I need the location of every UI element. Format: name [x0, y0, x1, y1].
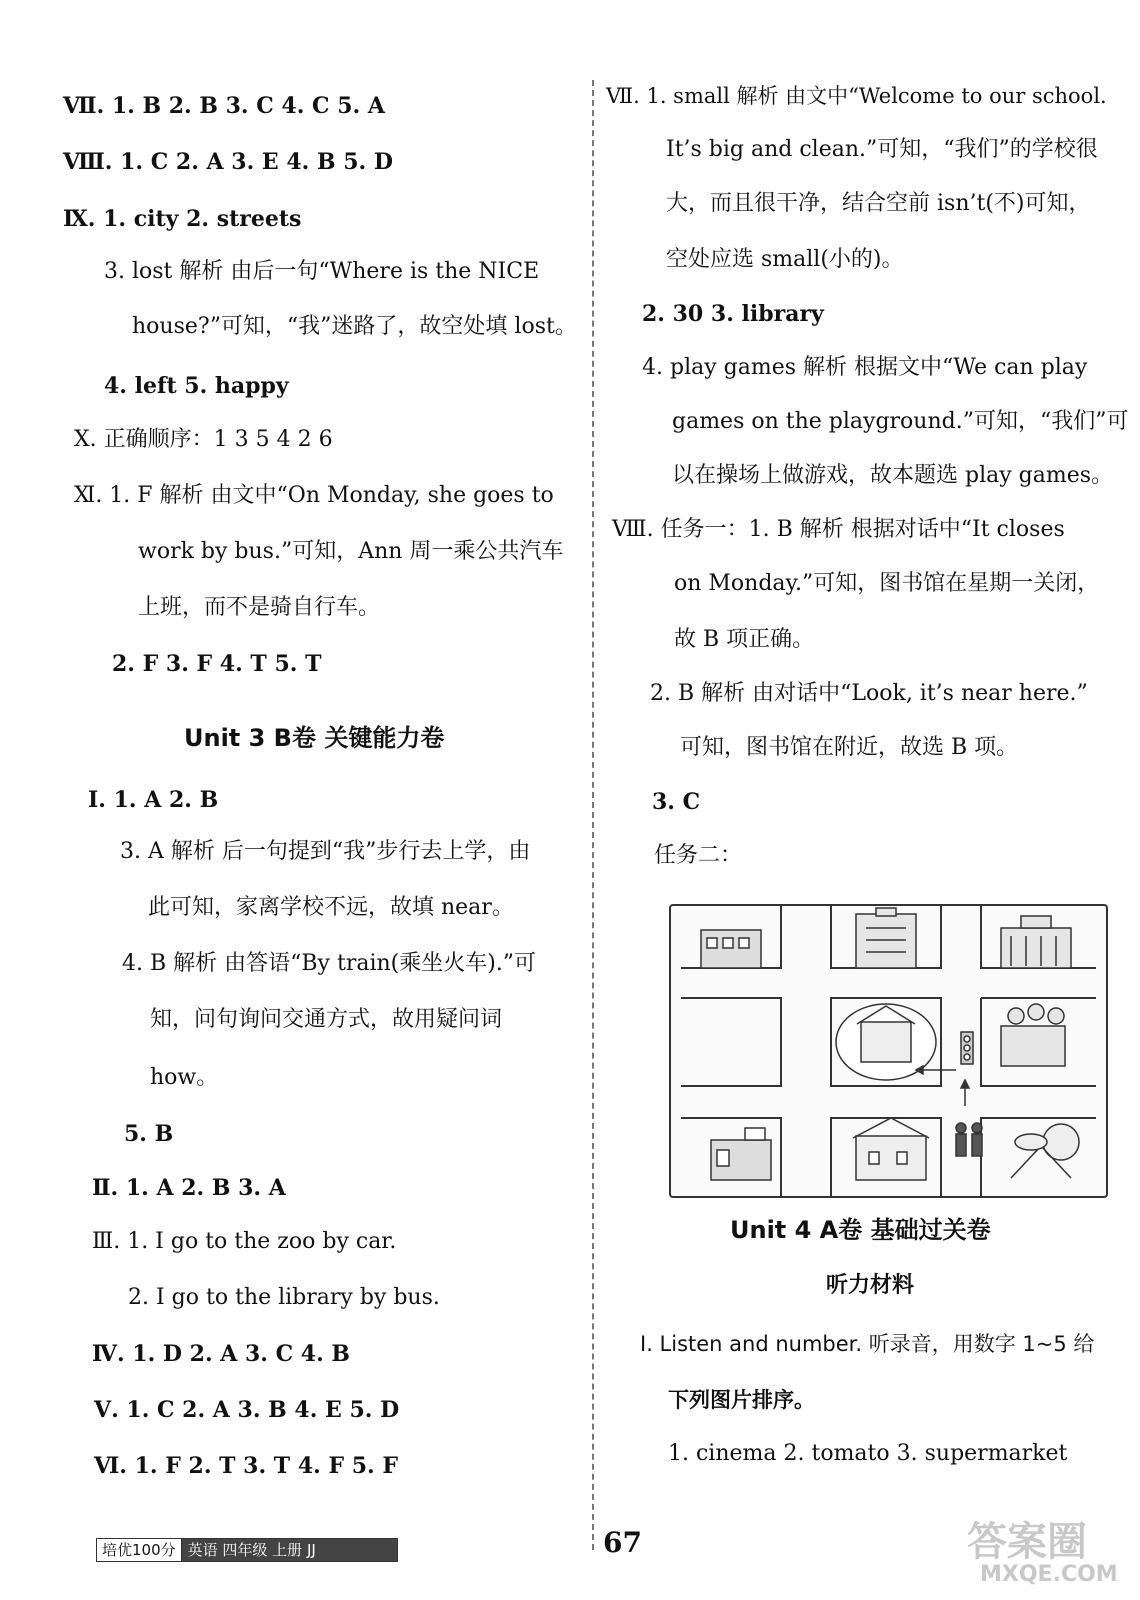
answer-line: 2. 30 3. library: [642, 301, 824, 327]
answer-line: 知，问句询问交通方式，故用疑问词: [150, 1007, 503, 1032]
answer-line: It’s big and clean.”可知，“我们”的学校很: [666, 137, 1098, 162]
answer-line: 以在操场上做游戏，故本题选 play games。: [672, 463, 1114, 488]
library-icon: [1001, 916, 1071, 968]
section-heading: Unit 3 B卷 关键能力卷: [184, 724, 445, 752]
answer-line: Ⅰ. 1. A 2. B: [88, 787, 219, 813]
answer-line: Ⅴ. 1. C 2. A 3. B 4. E 5. D: [94, 1397, 400, 1423]
answer-line: 4. left 5. happy: [104, 373, 289, 399]
answer-line: 3. lost 解析 由后一句“Where is the NICE: [104, 259, 540, 284]
answer-line: 3. A 解析 后一句提到“我”步行去上学，由: [120, 839, 531, 864]
answer-line: house?”可知，“我”迷路了，故空处填 lost。: [132, 314, 577, 339]
page-number: 67: [603, 1526, 642, 1559]
answer-line: Ⅷ. 1. C 2. A 3. E 4. B 5. D: [63, 149, 393, 175]
book-info: 英语 四年级 上册 JJ: [182, 1539, 397, 1561]
answer-line: Ⅺ. 1. F 解析 由文中“On Monday, she goes to: [74, 483, 554, 508]
answer-line: on Monday.”可知，图书馆在星期一关闭，: [674, 571, 1100, 596]
watermark-logo: 答案圈: [967, 1519, 1087, 1565]
answer-line: Ⅲ. 1. I go to the zoo by car.: [92, 1229, 397, 1254]
subheading: 听力材料: [826, 1273, 915, 1298]
answer-line: 2. F 3. F 4. T 5. T: [112, 651, 322, 677]
traffic-light-icon: [961, 1032, 973, 1064]
answer-line: 5. B: [124, 1121, 174, 1147]
answer-line: Ⅶ. 1. small 解析 由文中“Welcome to our school.: [606, 84, 1107, 108]
answer-line: Ⅹ. 正确顺序：1 3 5 4 2 6: [74, 427, 333, 452]
book-label: [96, 1538, 398, 1562]
answer-line: 2. I go to the library by bus.: [128, 1285, 440, 1310]
answer-line: 2. B 解析 由对话中“Look, it’s near here.”: [650, 681, 1088, 706]
answer-line: 任务二：: [654, 843, 743, 868]
answer-line: Ⅸ. 1. city 2. streets: [63, 206, 302, 232]
answer-line: 下列图片排序。: [668, 1388, 815, 1412]
section-heading: Unit 4 A卷 基础过关卷: [730, 1216, 991, 1244]
hospital-icon: [856, 908, 916, 968]
answer-line: Ⅷ. 任务一：1. B 解析 根据对话中“It closes: [612, 517, 1065, 542]
answer-line: how。: [150, 1065, 219, 1090]
answer-line: Ⅶ. 1. B 2. B 3. C 4. C 5. A: [63, 93, 385, 119]
cinema-icon: [1001, 1004, 1065, 1066]
answer-line: Ⅳ. 1. D 2. A 3. C 4. B: [92, 1341, 351, 1367]
answer-line: Ⅵ. 1. F 2. T 3. T 4. F 5. F: [94, 1453, 398, 1479]
answer-line: 4. play games 解析 根据文中“We can play: [642, 355, 1088, 380]
answer-line: Ⅱ. 1. A 2. B 3. A: [92, 1175, 286, 1201]
answer-line: 1. cinema 2. tomato 3. supermarket: [668, 1441, 1068, 1466]
park-icon: [1011, 1124, 1079, 1178]
answer-line: 故 B 项正确。: [674, 627, 815, 652]
street-map-figure: [669, 904, 1108, 1198]
watermark-url: MXQE.COM: [980, 1562, 1118, 1587]
answer-line: 上班，而不是骑自行车。: [138, 595, 381, 620]
answer-line: 大，而且很干净，结合空前 isn’t(不)可知，: [666, 191, 1091, 216]
column-divider: [592, 80, 594, 1550]
answer-line: 此可知，家离学校不远，故填 near。: [148, 895, 514, 920]
answer-line: 可知，图书馆在附近，故选 B 项。: [680, 735, 1019, 760]
restaurant-icon: [853, 1118, 929, 1180]
shop-icon: [701, 930, 761, 968]
answer-line: 空处应选 small(小的)。: [666, 247, 904, 272]
answer-line: 3. C: [652, 789, 701, 815]
kids-icon: [956, 1123, 982, 1156]
answer-line: games on the playground.”可知，“我们”可: [672, 409, 1129, 434]
answer-line: Ⅰ. Listen and number. 听录音，用数字 1~5 给: [640, 1332, 1095, 1356]
answer-line: work by bus.”可知，Ann 周一乘公共汽车: [138, 539, 564, 564]
answer-line: 4. B 解析 由答语“By train(乘坐火车).”可: [122, 951, 537, 976]
post-office-icon: [711, 1128, 771, 1180]
book-name: 培优100分: [97, 1539, 182, 1561]
